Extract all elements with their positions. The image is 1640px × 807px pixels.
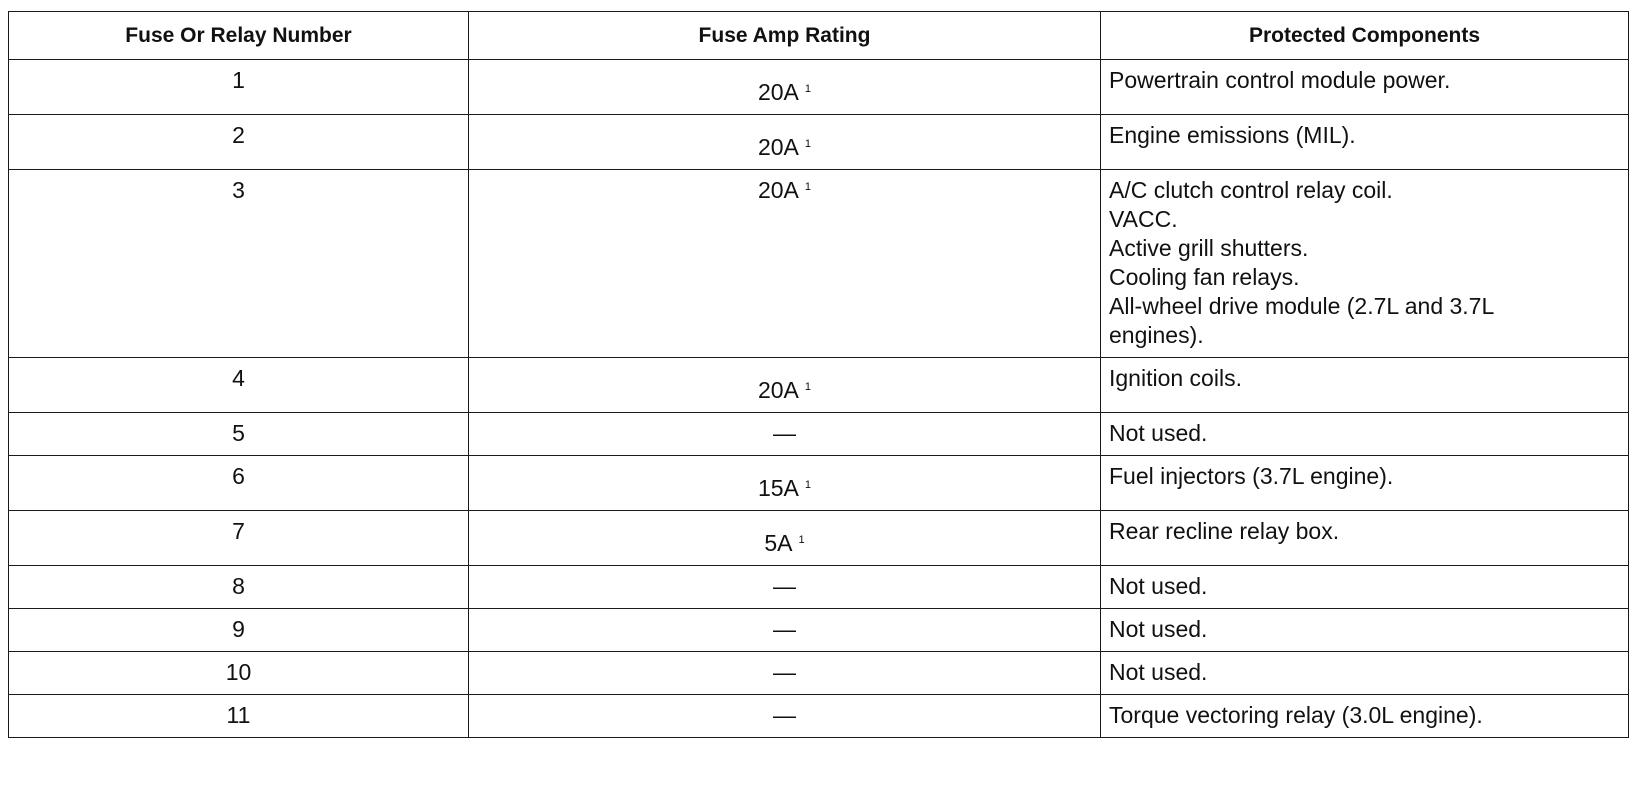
table-row (9, 413, 1629, 456)
components-cell (1101, 456, 1629, 511)
components-cell (1101, 695, 1629, 738)
amp-rating-cell (469, 566, 1101, 609)
fuse-number-cell: 6 (9, 456, 469, 511)
fuse-number-cell: 9 (9, 609, 469, 652)
component-line: Ignition coils. (1109, 365, 1242, 391)
amp-value: 20A (757, 79, 799, 105)
component-line: Not used. (1109, 659, 1208, 685)
footnote-marker: 1 (804, 181, 812, 193)
components-cell (1101, 170, 1629, 358)
footnote-marker: 1 (804, 381, 812, 393)
components-cell (1101, 60, 1629, 115)
fuse-number-cell: 8 (9, 566, 469, 609)
table-row (9, 456, 1629, 511)
header-protected-components: Protected Components (1101, 12, 1629, 60)
components-cell (1101, 511, 1629, 566)
fuse-number-cell: 4 (9, 358, 469, 413)
component-line: All-wheel drive module (2.7L and 3.7L (1109, 293, 1495, 319)
table-row (9, 511, 1629, 566)
amp-rating-cell (469, 609, 1101, 652)
component-line: A/C clutch control relay coil. (1109, 177, 1393, 203)
header-fuse-number: Fuse Or Relay Number (9, 12, 469, 60)
amp-rating-cell (469, 358, 1101, 413)
amp-value: 20A (757, 177, 799, 203)
components-cell (1101, 652, 1629, 695)
amp-value: 5A (764, 530, 793, 556)
component-line: Torque vectoring relay (3.0L engine). (1109, 702, 1483, 728)
component-line: Fuel injectors (3.7L engine). (1109, 463, 1394, 489)
amp-value: — (773, 420, 796, 446)
amp-value: — (773, 702, 796, 728)
table-row (9, 652, 1629, 695)
table-header-row (9, 12, 1629, 60)
fuse-number-cell: 2 (9, 115, 469, 170)
amp-rating-cell (469, 695, 1101, 738)
fuse-number-cell: 3 (9, 170, 469, 358)
amp-rating-cell (469, 115, 1101, 170)
amp-value: — (773, 573, 796, 599)
footnote-marker: 1 (798, 534, 805, 546)
header-amp-rating: Fuse Amp Rating (469, 12, 1101, 60)
fuse-number-cell: 5 (9, 413, 469, 456)
fuse-table-container (8, 11, 1629, 738)
components-cell (1101, 566, 1629, 609)
table-row (9, 170, 1629, 358)
amp-value: 20A (757, 134, 799, 160)
table-row (9, 566, 1629, 609)
footnote-marker: 1 (804, 83, 812, 95)
amp-value: 15A (757, 475, 799, 501)
component-line: Powertrain control module power. (1109, 67, 1451, 93)
amp-rating-cell (469, 60, 1101, 115)
table-row (9, 609, 1629, 652)
component-line: Not used. (1109, 420, 1208, 446)
component-line: engines). (1109, 322, 1204, 348)
amp-rating-cell (469, 170, 1101, 358)
fuse-number-cell: 11 (9, 695, 469, 738)
components-cell (1101, 413, 1629, 456)
fuse-number-cell: 10 (9, 652, 469, 695)
components-cell (1101, 115, 1629, 170)
component-line: Not used. (1109, 616, 1208, 642)
amp-value: — (773, 659, 796, 685)
component-line: Not used. (1109, 573, 1208, 599)
footnote-marker: 1 (804, 138, 812, 150)
fuse-number-cell: 7 (9, 511, 469, 566)
amp-value: — (773, 616, 796, 642)
amp-rating-cell (469, 413, 1101, 456)
amp-rating-cell (469, 511, 1101, 566)
table-row (9, 60, 1629, 115)
component-line: Engine emissions (MIL). (1109, 122, 1356, 148)
table-row (9, 115, 1629, 170)
amp-rating-cell (469, 652, 1101, 695)
amp-rating-cell (469, 456, 1101, 511)
table-row (9, 358, 1629, 413)
components-cell (1101, 358, 1629, 413)
footnote-marker: 1 (804, 479, 812, 491)
component-line: VACC. (1109, 206, 1178, 232)
table-row (9, 695, 1629, 738)
component-line: Cooling fan relays. (1109, 264, 1300, 290)
components-cell (1101, 609, 1629, 652)
fuse-table (8, 11, 1629, 738)
component-line: Rear recline relay box. (1109, 518, 1340, 544)
fuse-number-cell: 1 (9, 60, 469, 115)
amp-value: 20A (757, 377, 799, 403)
component-line: Active grill shutters. (1109, 235, 1309, 261)
